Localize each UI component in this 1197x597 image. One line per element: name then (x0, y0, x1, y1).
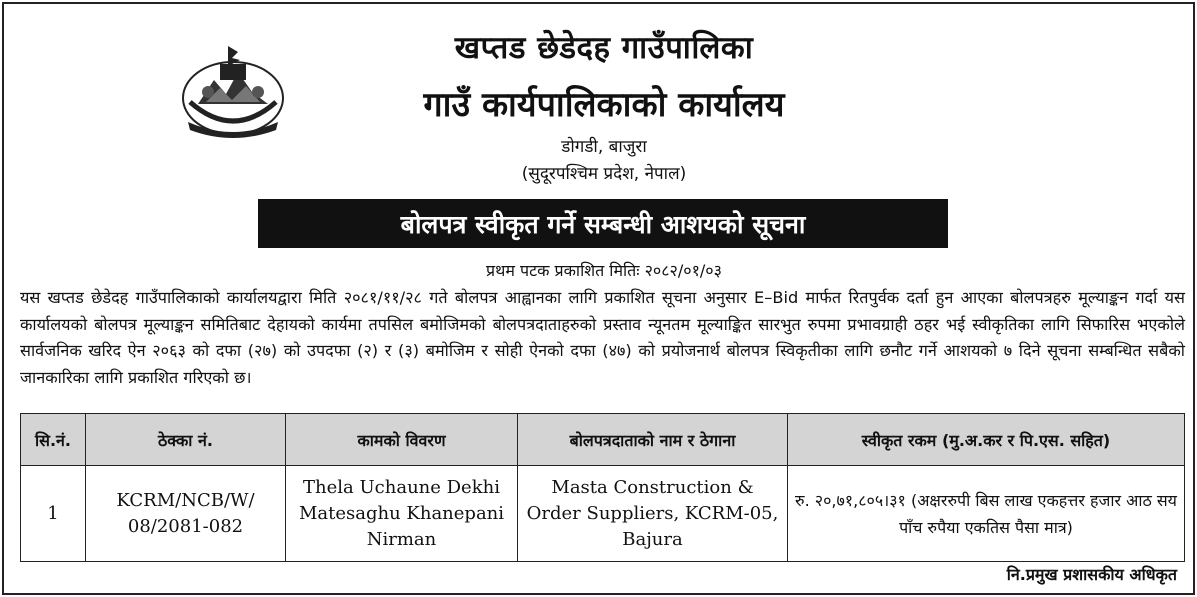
header-sn: सि.नं. (21, 414, 86, 466)
cell-amount: रु. २०,७१,८०५।३१ (अक्षररुपी बिस लाख एकहत्तर हजार आठ सय पाँच रुपैया एकतिस पैसा मात्र) (788, 466, 1185, 562)
municipality-name: खप्तड छेडेदह गाउँपालिका (454, 30, 754, 66)
header-bidder: बोलपत्रदाताको नाम र ठेगाना (518, 414, 788, 466)
header-amount: स्वीकृत रकम (मु.अ.कर र पि.एस. सहित) (788, 414, 1185, 466)
table-header-row (21, 414, 1185, 466)
header-contract-no: ठेक्का नं. (86, 414, 286, 466)
address-line-2: (सुदूरपश्चिम प्रदेश, नेपाल) (521, 164, 687, 184)
signatory: नि.प्रमुख प्रशासकीय अधिकृत (1006, 565, 1177, 584)
address-line-1: डोगडी, बाजुरा (561, 137, 647, 157)
notice-title: बोलपत्र स्वीकृत गर्ने सम्बन्धी आशयको सूचना (258, 199, 948, 248)
cell-sn: 1 (21, 466, 86, 562)
tender-table (20, 413, 1185, 562)
cell-description: Thela Uchaune Dekhi Matesaghu Khanepani Nirman (286, 466, 518, 562)
notice-body: यस खप्तड छेडेदह गाउँपालिकाको कार्यालयद्वारा मिति २०८१/११/२८ गते बोलपत्र आह्वानका लागि प्रकाशित सूचना अनुसार E–Bid मार्फत रितपुर्वक दर्ता हुन आएका बोलपत्रहरु मूल्याङ्कन गर्दा यस कार्यालयको बोलपत्र मूल्याङ्कन समितिबाट देहायको कार्यमा तपसिल बमोजिमको बोलपत्रदाताहरुको प्रस्ताव न्यूनतम मूल्याङ्कित सारभुत रुपमा प्रभावग्राही ठहर भई स्वीकृतिका लागि सिफारिस भएकोले सार्वजनिक खरिद ऐन २०६३ को दफा (२७) को उपदफा (२) र (३) बमोजिम र सोही ऐनको दफा (४७) को प्रयोजनार्थ बोलपत्र स्विकृतीका लागि छनौट गर्ने आशयको ७ दिने सूचना सम्बन्धित सबैको जानकारिका लागि प्रकाशित गरिएको छ। (20, 288, 1185, 387)
table-row (21, 466, 1185, 562)
header-description: कामको विवरण (286, 414, 518, 466)
cell-bidder: Masta Construction & Order Suppliers, KCRM-05, Bajura (518, 466, 788, 562)
office-name: गाउँ कार्यपालिकाको कार्यालय (423, 85, 785, 125)
nepal-government-emblem-icon (176, 42, 290, 142)
cell-contract-no: KCRM/NCB/W/ 08/2081-082 (86, 466, 286, 562)
notice-page (2, 2, 1195, 595)
published-date: प्रथम पटक प्रकाशित मितिः २०८२/०१/०३ (486, 261, 722, 280)
